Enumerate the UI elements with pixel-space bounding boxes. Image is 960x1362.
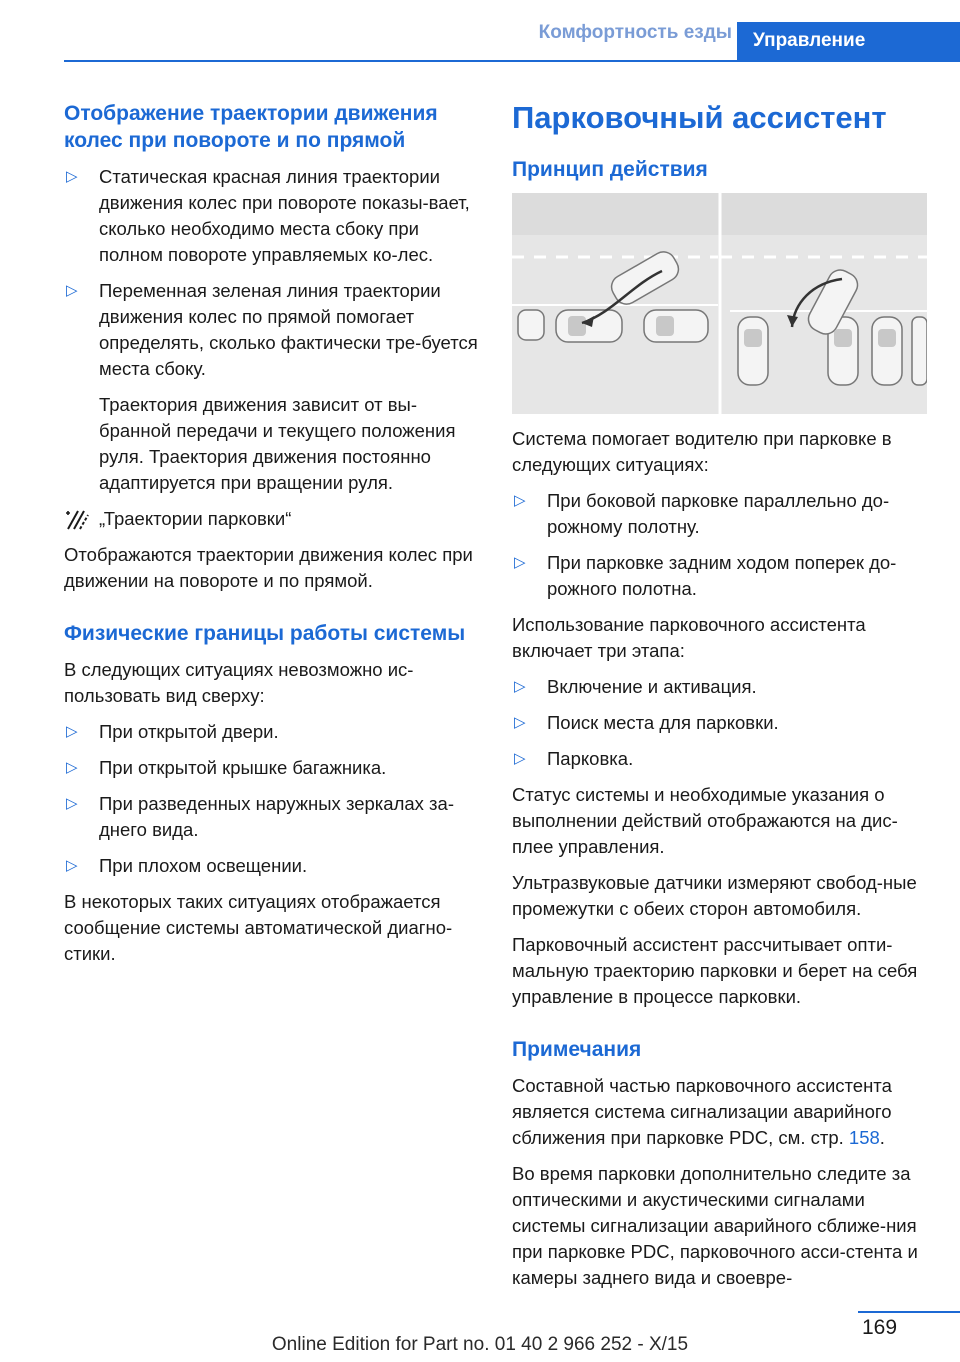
- bullet-icon: ▷: [514, 750, 526, 767]
- paragraph: В следующих ситуациях невозможно ис-пользовать вид сверху:: [64, 659, 414, 706]
- list-item-text: Переменная зеленая линия траектории движения колес по прямой помогает определять, сколько фактически тре-буется места сбоку.: [99, 280, 478, 379]
- header-chapter-tab: Управление: [737, 22, 960, 62]
- pdc-reference-text: Составной частью парковочного ассистента является система сигнализации аварийного сближения при парковке PDC, см. стр.: [512, 1075, 892, 1148]
- page-title: Парковочный ассистент: [512, 100, 887, 135]
- paragraph: Ультразвуковые датчики измеряют свобод-ные промежутки с обеих сторон автомобиля.: [512, 872, 917, 919]
- page-link[interactable]: 158: [848, 1127, 880, 1148]
- sentence-end: .: [879, 1127, 885, 1148]
- paragraph: Во время парковки дополнительно следите за оптическими и акустическими сигналами системы сигнализации аварийного сближе-ния при парковке PDC, парковочного асси-стента и камеры заднего вида и своевре-: [512, 1163, 918, 1288]
- limits-list: [64, 719, 478, 879]
- list-item-text: Статическая красная линия траектории движения колес при повороте показы-вает, сколько необходимо места сбоку при полном повороте управляемых ко-лес.: [99, 166, 470, 265]
- page-number-rule: [858, 1311, 960, 1313]
- parking-lines-label: „Траектории парковки“: [99, 508, 292, 529]
- list-item: [64, 791, 478, 843]
- trajectory-note: Траектория движения зависит от вы-бранной передачи и текущего положения руля. Траектория движения постоянно адаптируется при вращении руля.: [99, 394, 456, 493]
- trajectory-heading: Отображение траектории движения колес при повороте и по прямой: [64, 102, 438, 152]
- bullet-icon: ▷: [66, 857, 78, 874]
- paragraph: Использование парковочного ассистента включает три этапа:: [512, 614, 866, 661]
- trajectory-list: [64, 164, 478, 382]
- bullet-icon: ▷: [66, 795, 78, 812]
- paragraph: Система помогает водителю при парковке в следующих ситуациях:: [512, 428, 892, 475]
- bullet-icon: ▷: [514, 678, 526, 695]
- paragraph: [512, 1073, 926, 1151]
- list-item: [64, 755, 478, 781]
- principle-heading: Принцип действия: [512, 158, 708, 181]
- page-number: 169: [862, 1316, 898, 1339]
- list-item: [64, 719, 478, 745]
- paragraph: Статус системы и необходимые указания о выполнении действий отображаются на дис-плее управления.: [512, 784, 898, 857]
- bullet-icon: ▷: [66, 723, 78, 740]
- header-section-title: Комфортность езды: [538, 22, 732, 43]
- bullet-icon: ▷: [514, 492, 526, 509]
- list-item: [64, 278, 478, 382]
- left-column: [64, 100, 478, 977]
- list-item: [64, 164, 478, 268]
- limits-heading: Физические границы работы системы: [64, 622, 466, 645]
- parking-lines-control: [64, 506, 478, 532]
- list-item-text: Парковка.: [547, 748, 634, 769]
- paragraph: Парковочный ассистент рассчитывает опти-мальную траекторию парковки и берет на себя управление в процессе парковки.: [512, 934, 918, 1007]
- paragraph: Отображаются траектории движения колес при движении на повороте и по прямой.: [64, 544, 473, 591]
- list-item-text: При парковке задним ходом поперек до-рожного полотна.: [547, 552, 897, 599]
- list-item-text: Включение и активация.: [547, 676, 757, 697]
- notes-heading: Примечания: [512, 1038, 642, 1061]
- parking-lines-icon: [64, 509, 90, 531]
- list-item: [512, 674, 926, 700]
- right-column: [512, 100, 926, 1301]
- situations-list: [512, 488, 926, 602]
- list-item-text: Поиск места для парковки.: [547, 712, 779, 733]
- list-item: [512, 710, 926, 736]
- list-item-text: При открытой крышке багажника.: [99, 757, 387, 778]
- list-item-text: При открытой двери.: [99, 721, 279, 742]
- bullet-icon: ▷: [66, 759, 78, 776]
- list-item: [512, 746, 926, 772]
- bullet-icon: ▷: [514, 554, 526, 571]
- list-item-text: При плохом освещении.: [99, 855, 308, 876]
- list-item: [64, 853, 478, 879]
- paragraph: В некоторых таких ситуациях отображается сообщение системы автоматической диагно-стики.: [64, 891, 453, 964]
- list-item: [512, 488, 926, 540]
- bullet-icon: ▷: [66, 282, 78, 299]
- list-item-text: При боковой парковке параллельно до-рожному полотну.: [547, 490, 890, 537]
- bullet-icon: ▷: [514, 714, 526, 731]
- parking-illustration: [512, 193, 927, 414]
- list-item: [512, 550, 926, 602]
- stages-list: [512, 674, 926, 772]
- list-item-text: При разведенных наружных зеркалах за-днего вида.: [99, 793, 454, 840]
- footer-edition: Online Edition for Part no. 01 40 2 966 252 - X/15: [271, 1334, 689, 1355]
- bullet-icon: ▷: [66, 168, 78, 185]
